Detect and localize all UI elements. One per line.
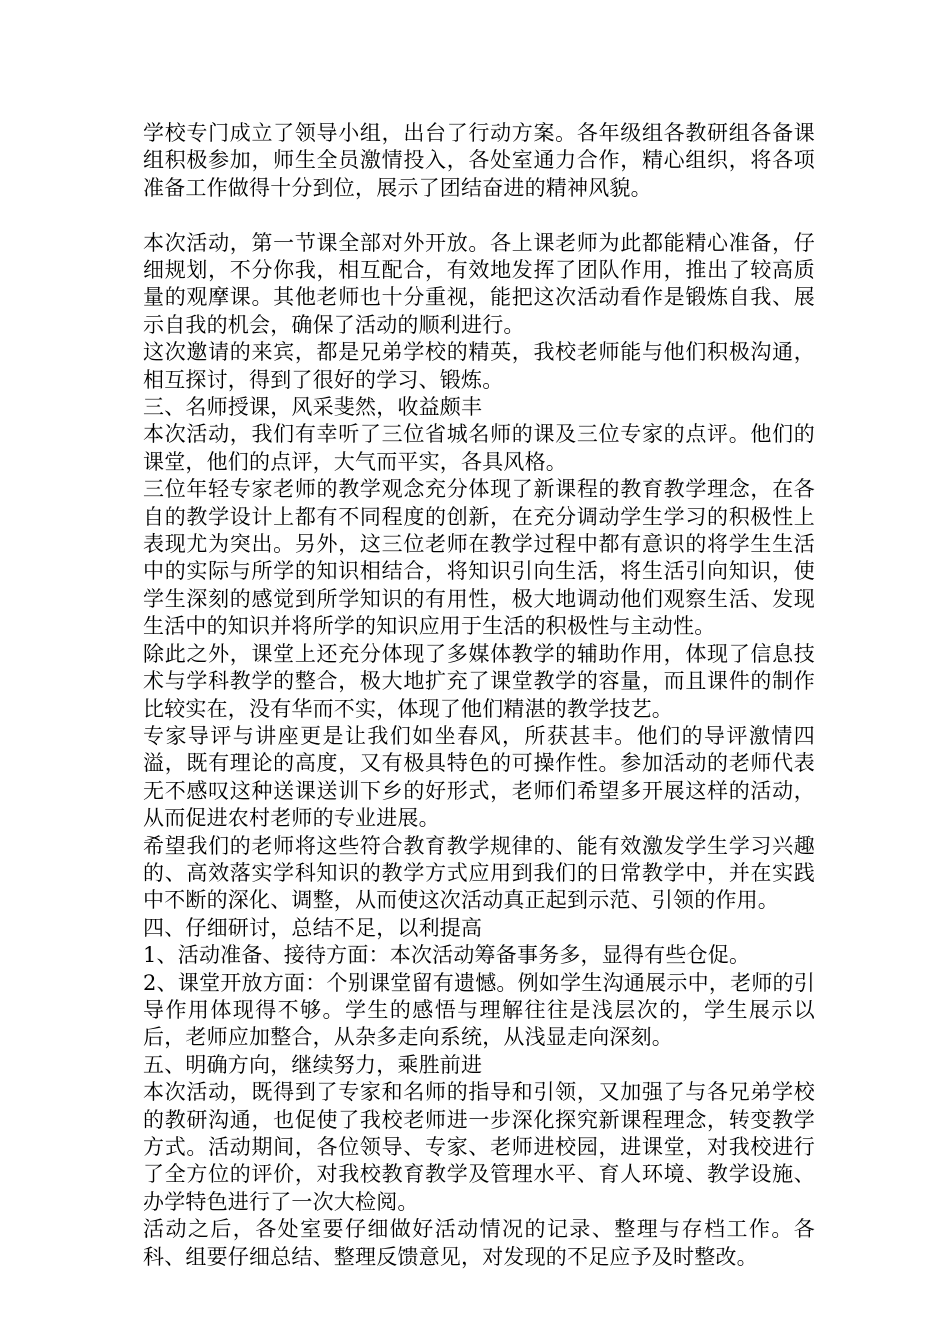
paragraph: 希望我们的老师将这些符合教育教学规律的、能有效激发学生学习兴趣的、高效落实学科知识的教学方式应用到我们的日常教学中，并在实践中不断的深化、调整，从而使这次活动真正起到示范、引领的作用。 — [143, 833, 815, 913]
paragraph: 学校专门成立了领导小组，出台了行动方案。各年级组各教研组各备课组积极参加，师生全员激情投入，各处室通力合作，精心组织，将各项准备工作做得十分到位，展示了团结奋进的精神风貌。 — [143, 121, 815, 200]
paragraph: 本次活动，我们有幸听了三位省城名师的课及三位专家的点评。他们的课堂，他们的点评，大气而平实，各具风格。 — [143, 422, 815, 474]
paragraph: 除此之外，课堂上还充分体现了多媒体教学的辅助作用，体现了信息技术与学科教学的整合，极大地扩充了课堂教学的容量，而且课件的制作比较实在，没有华而不实，体现了他们精湛的教学技艺。 — [143, 641, 815, 721]
paragraph: 本次活动，第一节课全部对外开放。各上课老师为此都能精心准备，仔细规划，不分你我，相互配合，有效地发挥了团队作用，推出了较高质量的观摩课。其他老师也十分重视，能把这次活动看作是锻炼自我、展示自我的机会，确保了活动的顺利进行。 — [143, 230, 815, 337]
section-heading: 四、仔细研讨，总结不足，以利提高 — [143, 915, 483, 940]
document-body — [143, 120, 815, 1271]
paragraph: 活动之后，各处室要仔细做好活动情况的记录、整理与存档工作。各科、组要仔细总结、整理反馈意见，对发现的不足应予及时整改。 — [143, 1217, 815, 1269]
paragraph: 三位年轻专家老师的教学观念充分体现了新课程的教育教学理念，在各自的教学设计上都有不同程度的创新，在充分调动学生学习的积极性上表现尤为突出。另外，这三位老师在教学过程中都有意识的将学生生活中的实际与所学的知识相结合，将知识引向生活，将生活引向知识，使学生深刻的感觉到所学知识的有用性，极大地调动他们观察生活、发现生活中的知识并将所学的知识应用于生活的积极性与主动性。 — [143, 477, 815, 639]
section-heading: 五、明确方向，继续努力，乘胜前进 — [143, 1052, 483, 1077]
list-item: 1、活动准备、接待方面：本次活动筹备事务多，显得有些仓促。 — [143, 943, 751, 968]
paragraph: 这次邀请的来宾，都是兄弟学校的精英，我校老师能与他们积极沟通，相互探讨，得到了很好的学习、锻炼。 — [143, 340, 815, 392]
list-item: 2、课堂开放方面：个别课堂留有遗憾。例如学生沟通展示中，老师的引导作用体现得不够。学生的感悟与理解往往是浅层次的，学生展示以后，老师应加整合，从杂多走向系统，从浅显走向深刻。 — [143, 970, 815, 1050]
paragraph: 本次活动，既得到了专家和名师的指导和引领，又加强了与各兄弟学校的教研沟通，也促使了我校老师进一步深化探究新课程理念，转变教学方式。活动期间，各位领导、专家、老师进校园，进课堂，对我校进行了全方位的评价，对我校教育教学及管理水平、育人环境、教学设施、办学特色进行了一次大检阅。 — [143, 1080, 815, 1214]
paragraph: 专家导评与讲座更是让我们如坐春风，所获甚丰。他们的导评激情四溢，既有理论的高度，又有极具特色的可操作性。参加活动的老师代表无不感叹这种送课送训下乡的好形式，老师们希望多开展这样的活动，从而促进农村老师的专业进展。 — [143, 723, 815, 831]
paragraph-gap — [143, 202, 815, 229]
section-heading: 三、名师授课，风采斐然，收益颇丰 — [143, 395, 483, 420]
